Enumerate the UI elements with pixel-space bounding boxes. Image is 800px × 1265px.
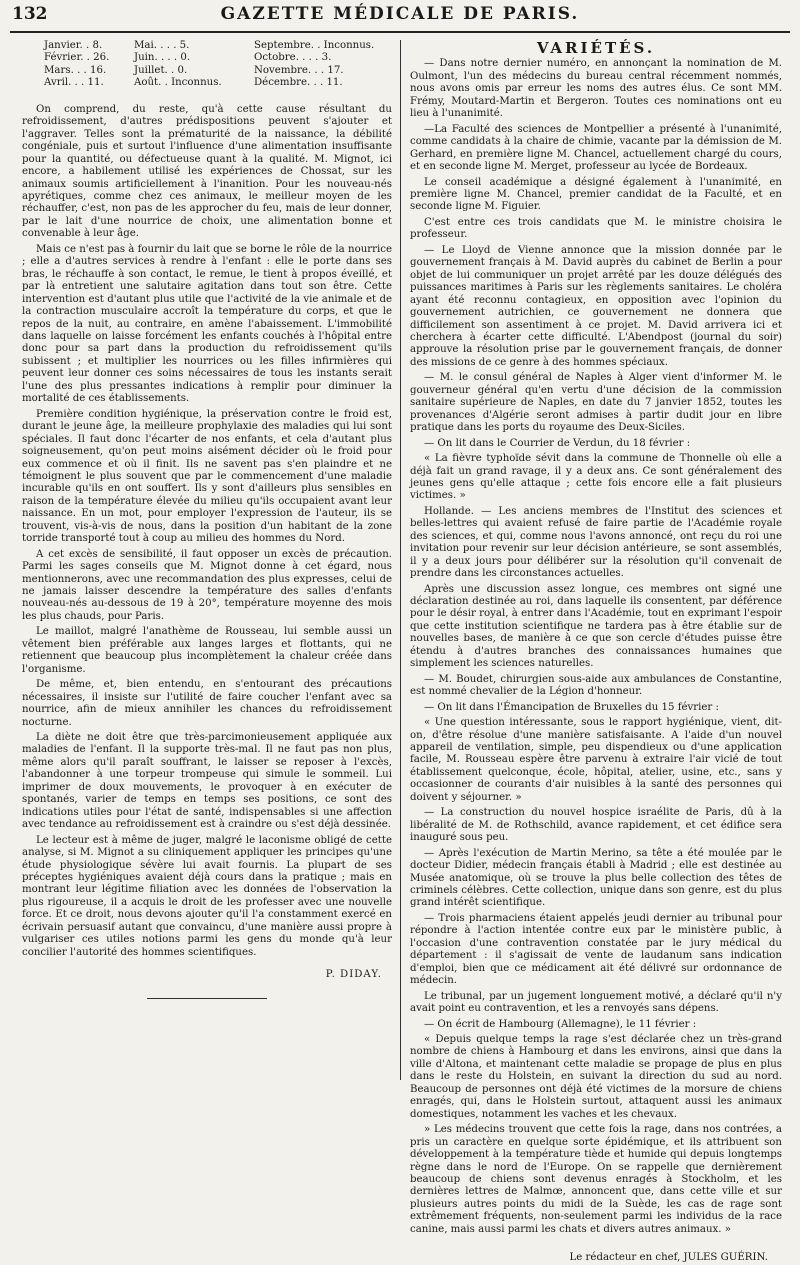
left-column [22, 40, 392, 1076]
news-paragraph: — Trois pharmaciens étaient appelés jeudi dernier au tribunal pour répondre à l'action intentée contre eux par le ministère public, à l'occasion d'une contravention constatée par le jury médical du département : il s'agissait de vente de laudanum sans indication d'emploi, bien que ce médicament ait été délivré sur ordonnance de médecin. [410, 912, 782, 987]
author-signature: P. DIDAY. [325, 969, 382, 981]
section-title: VARIÉTÉS. [536, 39, 656, 57]
page-number: 132 [12, 4, 48, 24]
news-paragraph: — Après l'exécution de Martin Merino, sa tête a été moulée par le docteur Didier, médecin français établi à Madrid ; elle est destinée au Musée anatomique, où se trouve la plus belle collection des têtes de criminels célèbres. Cette collection, unique dans son genre, est du plus grand intérêt scientifique. [410, 847, 782, 909]
news-paragraph: — On lit dans l'Émancipation de Bruxelles du 15 février : [424, 701, 719, 713]
stats-cell: Juin. . . . 0. [134, 52, 191, 64]
news-paragraph: — Le Lloyd de Vienne annonce que la mission donnée par le gouvernement français à M. David auprès du cabinet de Berlin a pour objet de lui communiquer un projet arrêté par les douze délégués des puissances maritimes à Paris sur les règlements sanitaires. Le choléra ayant été reconnu contagieux, en opposition avec l'opinion du gouvernement autrichien, ce gouvernement ne donnera que difficilement son assentiment à ce projet. M. David arrivera ici et cherchera à écarter cette difficulté. L'Abendpost (journal du soir) approuve la résolution prise par le gouvernement français, de donner des missions de ce genre à des hommes spéciaux. [410, 244, 782, 368]
stats-cell: Octobre. . . . 3. [254, 52, 332, 64]
stats-row [44, 40, 396, 52]
stats-cell: Juillet. . 0. [134, 64, 188, 76]
article-paragraph: Le maillot, malgré l'anathème de Rousseau, lui semble aussi un vêtement bien préférable aux langes larges et flottants, qui ne retiennent que beaucoup plus incomplètement la chaleur créée dans l'organisme. [22, 626, 392, 675]
news-paragraph: Hollande. — Les anciens membres de l'Institut des sciences et belles-lettres qui avaient refusé de faire partie de l'Académie royale des sciences, et qui, comme nous l'avons annoncé, ont reçu du roi une invitation pour revenir sur leur décision antérieure, se sont assemblés, il y a deux jours pour délibérer sur la résolution qu'il convenait de prendre dans les circonstances actuelles. [410, 505, 782, 580]
stats-cell: Janvier. . 8. [44, 40, 103, 51]
stats-cell: Mai. . . . 5. [134, 40, 190, 51]
stats-cell: Novembre. . . 17. [254, 64, 344, 76]
news-paragraph: « La fièvre typhoïde sévit dans la commune de Thonnelle où elle a déjà fait un grand ravage, il y a deux ans. Ce sont généralement des jeunes gens qu'elle attaque ; cette fois encore elle a fait plusieurs victimes. » [410, 453, 782, 502]
article-paragraph: Le lecteur est à même de juger, malgré le laconisme obligé de cette analyse, si M. Mignot a su cliniquement appliquer les principes qu'une étude physiologique sévère lui avait fournis. La plupart de ses préceptes hygiéniques avaient déjà cours dans la pratique ; mais en montrant leur légitime filiation avec les données de l'observation la plus rigoureuse, il a acquis le droit de les professer avec une nouvelle force. Et ce droit, nous devons ajouter qu'il l'a constamment exercé en écrivain persuasif autant que convaincu, d'une manière aussi propre à vulgariser ces utiles notions parmi les gens du monde qu'à leur concilier l'autorité des hommes scientifiques. [22, 834, 392, 958]
article-paragraph: Première condition hygiénique, la préservation contre le froid est, durant le jeune âge, la meilleure prophylaxie des maladies qui lui sont spéciales. Il faut donc l'écarter de nos enfants, et cela d'autant plus soigneusement, qu'on peut moins aisément décider où le froid pour eux commence et où il finit. Ils ne savent pas s'en plaindre et ne témoignent le plus souvent que par le commencement d'une maladie incurable qu'ils en ont souffert. Ils y sont d'ailleurs plus sensibles en raison de la température élevée du milieu qu'ils occupaient avant leur naissance. En un mot, pour employer l'expression de l'auteur, ils se trouvent, vis-à-vis de nous, dans la position d'un habitant de la zone torride transporté tout à coup au milieu des hommes du Nord. [22, 408, 392, 545]
stats-row [44, 77, 396, 89]
news-paragraph: — On écrit de Hambourg (Allemagne), le 11 février : [424, 1018, 697, 1030]
news-paragraph: — M. Boudet, chirurgien sous-aide aux ambulances de Constantine, est nommé chevalier de la Légion d'honneur. [410, 673, 782, 698]
article-paragraph: De même, et, bien entendu, en s'entourant des précautions nécessaires, il insiste sur l'utilité de faire coucher l'enfant avec sa nourrice, afin de mieux annihiler les chances du refroidissement nocturne. [22, 679, 392, 728]
article-paragraph: Mais ce n'est pas à fournir du lait que se borne le rôle de la nourrice ; elle a d'autres services à rendre à l'enfant : elle le porte dans ses bras, le réchauffe à son contact, le remue, le tient à propos éveillé, et par là entretient une salutaire agitation dans tout son être. Cette intervention est d'autant plus utile que l'activité de la vie animale et de la contraction musculaire accroît la température du corps, et que le repos de la nuit, au contraire, en amène l'abaissement. L'immobilité dans laquelle on laisse forcément les enfants couchés à l'hôpital entre donc pour sa part dans la production du refroidissement qu'ils subissent ; et multiplier les nourrices ou les filles infirmières qui peuvent leur donner ces soins nécessaires de tous les instants serait l'une des plus pressantes indications à remplir pour diminuer la mortalité de ces établissements. [22, 243, 392, 405]
news-paragraph: — On lit dans le Courrier de Verdun, du 18 février : [424, 437, 691, 449]
section-rule [147, 998, 267, 999]
journal-title: GAZETTE MÉDICALE DE PARIS. [220, 4, 580, 24]
news-paragraph: Le tribunal, par un jugement longuement motivé, a déclaré qu'il n'y avait point eu contravention, et les a renvoyés sans dépens. [410, 990, 782, 1015]
stats-cell: Février. . 26. [44, 52, 110, 64]
news-paragraph: — M. le consul général de Naples à Alger vient d'informer M. le gouverneur général qu'en vertu d'une décision de la commission sanitaire supérieure de Naples, en date du 7 janvier 1852, toutes les provenances d'Algérie seront admises à partir dudit jour en libre pratique dans les ports du royaume des Deux-Siciles. [410, 372, 782, 434]
column-divider [400, 40, 401, 1080]
article-paragraph: A cet excès de sensibilité, il faut opposer un excès de précaution. Parmi les sages conseils que M. Mignot donne à cet égard, nous mentionnerons, avec une recommandation des plus expresses, celui de ne jamais laisser descendre la température des salles d'enfants nouveau-nés au-dessous de 19 à 20°, température moyenne des mois les plus chauds, pour Paris. [22, 548, 392, 622]
news-paragraph: Le conseil académique a désigné également à l'unanimité, en première ligne M. Chancel, premier candidat de la Faculté, et en seconde ligne M. Figuier. [410, 176, 782, 213]
stats-row [44, 65, 396, 77]
news-paragraph: « Depuis quelque temps la rage s'est déclarée chez un très-grand nombre de chiens à Hambourg et dans les environs, ainsi que dans la ville d'Altona, et maintenant cette maladie se propage de plus en plus dans le reste du Holstein, en suivant la direction du sud au nord. Beaucoup de personnes ont déjà été victimes de la morsure de chiens enragés, qui, dans le Holstein surtout, attaquent aussi les animaux domestiques, notamment les vaches et les chevaux. [410, 1033, 782, 1120]
article-paragraph: La diète ne doit être que très-parcimonieusement appliquée aux maladies de l'enfant. Il la supporte très-mal. Il ne faut pas non plus, même alors qu'il paraît souffrant, le laisser se reposer à l'excès, l'abandonner à une torpeur trompeuse qui simule le sommeil. Lui imprimer de doux mouvements, le provoquer à en exécuter de spontanés, varier de temps en temps ses positions, ce sont des indications utiles pour l'état de santé, indispensables si une affection avec tendance au refroidissement est à craindre ou s'est déjà dessinée. [22, 732, 392, 831]
monthly-stats-table [44, 40, 396, 90]
news-paragraph: » Les médecins trouvent que cette fois la rage, dans nos contrées, a pris un caractère en quelque sorte épidémique, et ils attribuent son développement à la température tiède et humide qui depuis longtemps règne dans le nord de l'Europe. On se rappelle que dernièrement beaucoup de chiens sont devenus enragés à Stockholm, et les dernières lettres de Malmœ, annoncent que, dans cette ville et sur plusieurs autres points du midi de la Suède, les cas de rage sont extrêmement fréquents, non-seulement parmi les individus de la race canine, mais aussi parmi les chats et divers autres animaux. » [410, 1124, 782, 1235]
news-paragraph: « Une question intéressante, sous le rapport hygiénique, vient, dit-on, d'être résolue d'une manière satisfaisante. A l'aide d'un nouvel appareil de ventilation, simple, peu dispendieux ou d'une application facile, M. Rousseau espère être parvenu à extraire l'air vicié de tout établissement quelconque, école, hôpital, atelier, usine, etc., sans y occasionner de courants d'air nuisibles à la santé des personnes qui doivent y séjourner. » [410, 717, 782, 803]
page-header [0, 0, 800, 32]
stats-row [44, 52, 396, 64]
stats-cell: Mars. . . 16. [44, 64, 107, 76]
article-paragraph: On comprend, du reste, qu'à cette cause résultant du refroidissement, d'autres prédispositions peuvent s'ajouter et l'aggraver. Telles sont la prématurité de la naissance, la débilité congéniale, puis et surtout l'influence d'une alimentation insuffisante pour la quantité, ou défectueuse quant à la qualité. M. Mignot, ici encore, a habilement utilisé les expériences de Chossat, sur les animaux soumis artificiellement à l'inanition. Pour les nouveau-nés apyrétiques, comme chez ces animaux, le meilleur moyen de les réchauffer, c'est, non pas de les approcher du feu, mais de leur donner, par le lait d'une nourrice de choix, une alimentation bonne et convenable à leur âge. [22, 103, 392, 240]
news-paragraph: — Dans notre dernier numéro, en annonçant la nomination de M. Oulmont, l'un des médecins du bureau central récemment nommés, nous avons omis par erreur les noms des autres élus. Ce sont MM. Frémy, Moutard-Martin et Bergeron. Toutes ces nominations ont eu lieu à l'unanimité. [410, 58, 782, 120]
news-paragraph: —La Faculté des sciences de Montpellier a présenté à l'unanimité, comme candidats à la chaire de chimie, vacante par la démission de M. Gerhard, en première ligne M. Chancel, actuellement chargé du cours, et en seconde ligne M. Merget, professeur au lycée de Bordeaux. [410, 123, 782, 173]
news-paragraph: Après une discussion assez longue, ces membres ont signé une déclaration destinée au roi, dans laquelle ils consentent, par déférence pour le désir royal, à entrer dans l'Académie, tout en exprimant l'espoir que cette institution scientifique ne tardera pas à être établie sur de nouvelles bases, de manière à ce que son cercle d'études puisse être étendu à d'autres branches des connaissances humaines que simplement les sciences naturelles. [410, 583, 782, 670]
stats-cell: Septembre. . Inconnus. [254, 40, 375, 51]
news-paragraph: C'est entre ces trois candidats que M. le ministre choisira le professeur. [410, 216, 782, 241]
stats-cell: Août. . Inconnus. [134, 77, 222, 89]
stats-cell: Avril. . . 11. [44, 77, 104, 89]
header-rule [10, 31, 790, 33]
news-paragraph: — La construction du nouvel hospice israélite de Paris, dû à la libéralité de M. de Rothschild, avance rapidement, et cet édifice sera inauguré sous peu. [410, 807, 782, 844]
right-column [410, 39, 782, 1264]
stats-cell: Décembre. . . 11. [254, 77, 343, 89]
editor-signature: Le rédacteur en chef, JULES GUÉRIN. [569, 1252, 768, 1264]
